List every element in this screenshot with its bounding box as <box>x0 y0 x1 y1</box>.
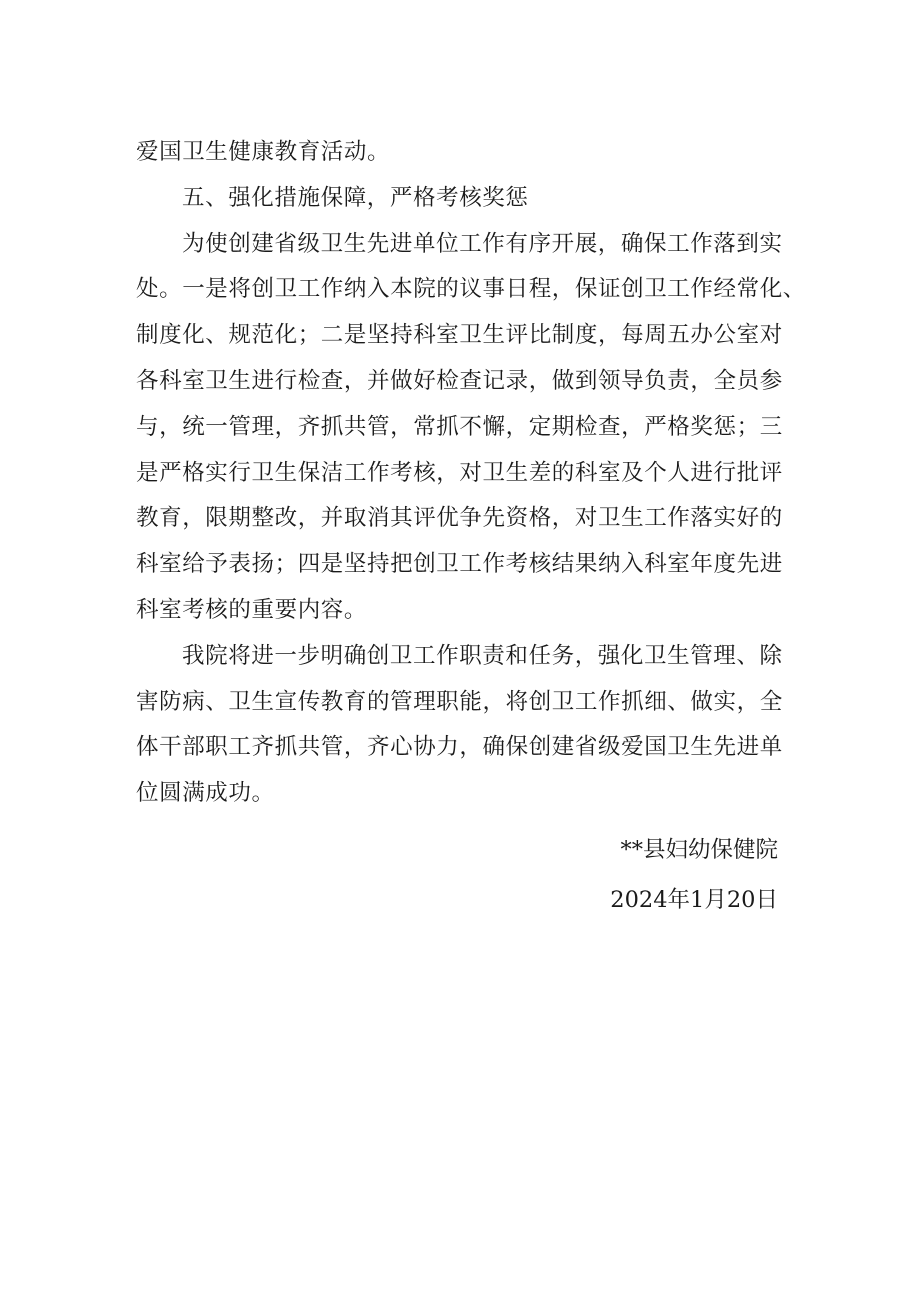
paragraph-line: 我院将进一步明确创卫工作职责和任务，强化卫生管理、除 <box>182 643 783 669</box>
paragraph-line: 与，统一管理，齐抓共管，常抓不懈，定期检查，严格奖惩；三 <box>136 414 783 440</box>
paragraph-line: 是严格实行卫生保洁工作考核，对卫生差的科室及个人进行批评 <box>136 460 783 486</box>
paragraph-line: 教育，限期整改，并取消其评优争先资格，对卫生工作落实好的 <box>136 505 783 531</box>
paragraph-line: 爱国卫生健康教育活动。 <box>136 139 391 165</box>
paragraph-line: 处。一是将创卫工作纳入本院的议事日程，保证创卫工作经常化、 <box>136 276 806 302</box>
paragraph-line: 科室考核的重要内容。 <box>136 597 368 623</box>
paragraph-line: 害防病、卫生宣传教育的管理职能，将创卫工作抓细、做实，全 <box>136 689 783 715</box>
paragraph-line: 为使创建省级卫生先进单位工作有序开展，确保工作落到实 <box>182 231 783 257</box>
paragraph-line: 制度化、规范化；二是坚持科室卫生评比制度，每周五办公室对 <box>136 322 783 348</box>
paragraph-line: 科室给予表扬；四是坚持把创卫工作考核结果纳入科室年度先进 <box>136 551 783 577</box>
signature-date: 2024年1月20日 <box>610 887 778 913</box>
paragraph-line: 位圆满成功。 <box>136 780 275 806</box>
paragraph-line: 体干部职工齐抓共管，齐心协力，确保创建省级爱国卫生先进单 <box>136 734 783 760</box>
section-heading: 五、强化措施保障，严格考核奖惩 <box>182 185 529 211</box>
signature-organization: **县妇幼保健院 <box>620 837 778 863</box>
paragraph-line: 各科室卫生进行检查，并做好检查记录，做到领导负责，全员参 <box>136 368 783 394</box>
